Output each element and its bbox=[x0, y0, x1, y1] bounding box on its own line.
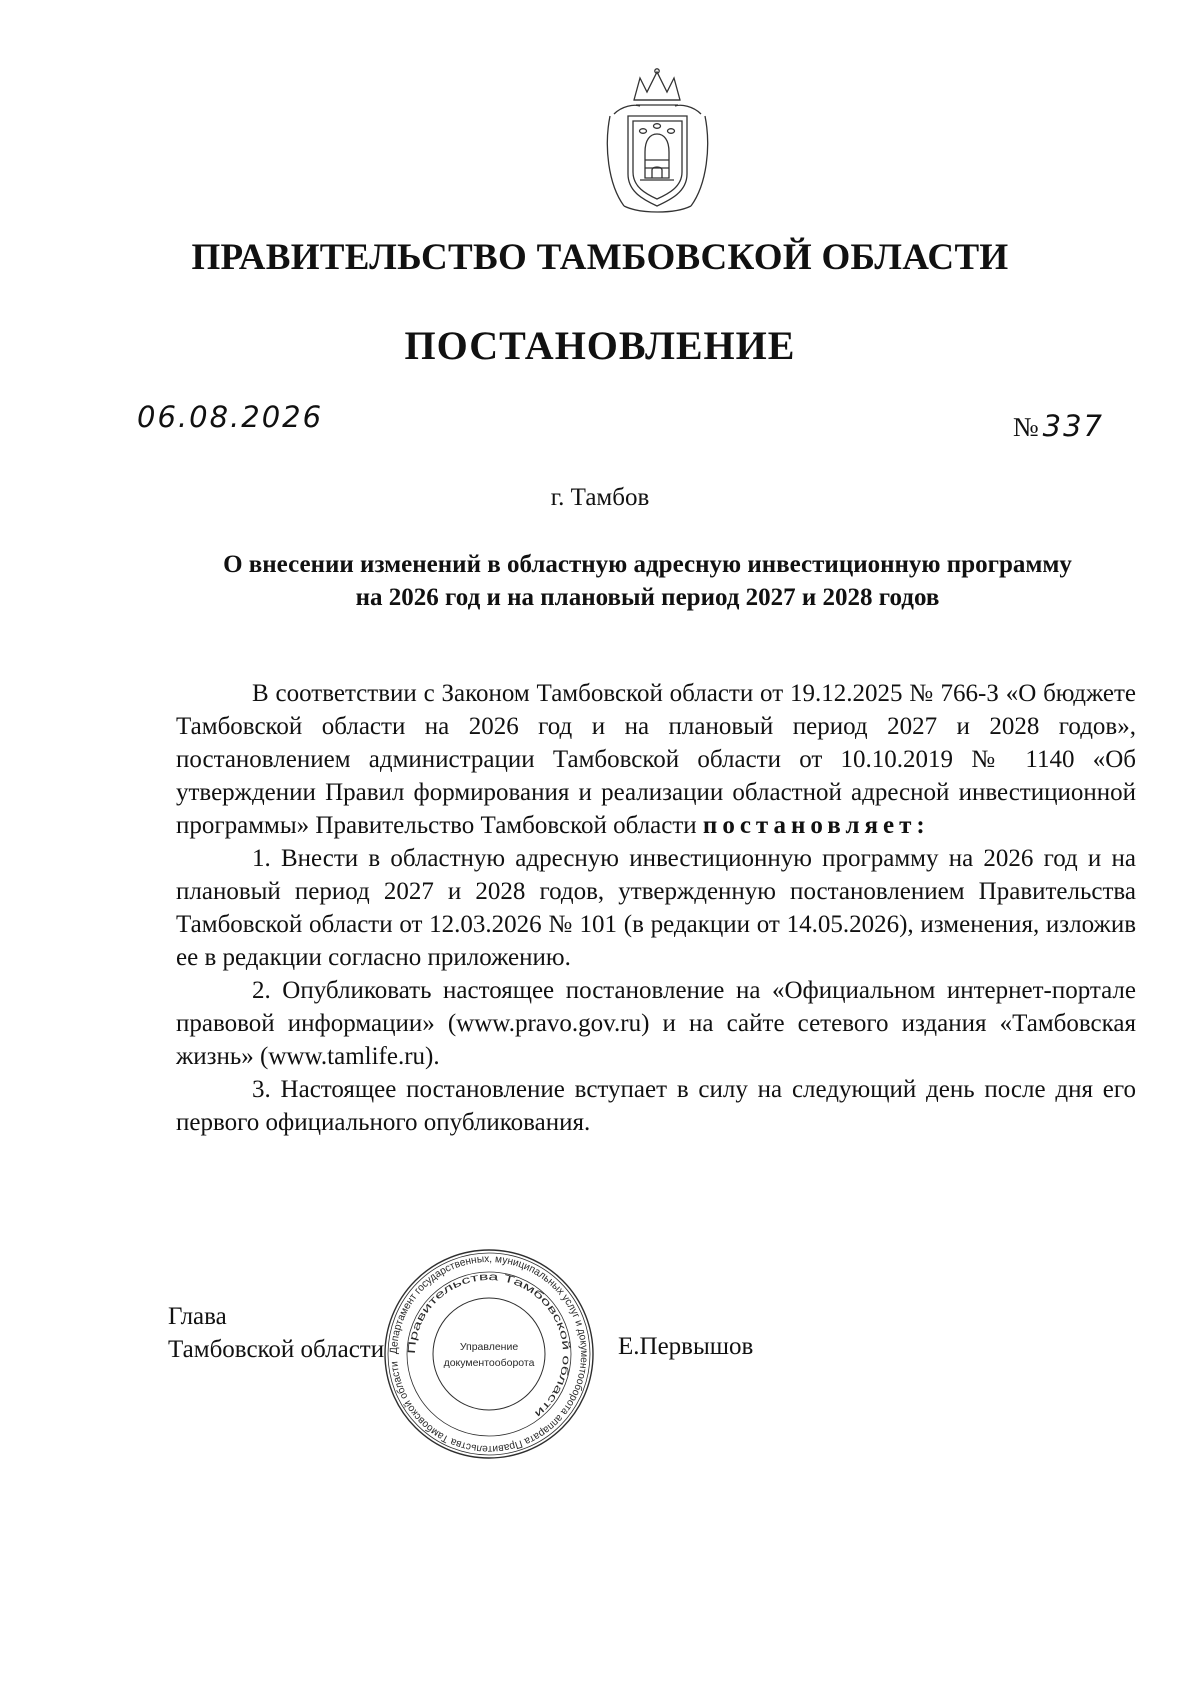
signatory-role-line-2: Тамбовской области bbox=[168, 1336, 385, 1363]
seal-inner-text: Правительства Тамбовской области bbox=[405, 1270, 573, 1418]
handwritten-date: 06.08.2026 bbox=[137, 400, 324, 434]
item-3-paragraph: 3. Настоящее постановление вступает в силу на следующий день после дня его первого официального опубликования. bbox=[176, 1076, 1136, 1136]
seal-center-line-2: документооборота bbox=[443, 1357, 535, 1369]
signatory-role bbox=[168, 1300, 384, 1366]
item-1-paragraph: 1. Внести в областную адресную инвестиционную программу на 2026 год и на плановый период 2027 и 2028 годов, утвержденную постановлением Правительства Тамбовской области от 12.03.2026 № 101 (в редакции от 14.05.2026), изменения, изложив ее в редакции согласно приложению. bbox=[176, 845, 1136, 971]
item-2-paragraph: 2. Опубликовать настоящее постановление на «Официальном интернет-портале правовой информации» (www.pravo.gov.ru) и на сайте сетевого издания «Тамбовская жизнь» (www.tamlife.ru). bbox=[176, 977, 1136, 1070]
preamble-text: В соответствии с Законом Тамбовской области от 19.12.2025 № 766-З «О бюджете Тамбовской области на 2026 год и на плановый период 2027 и 2028 годов», постановлением администрации Тамбовской области от 10.10.2019 № 1140 «Об утверждении Правил формирования и реализации областной адресной инвестиционной программы» Правительство Тамбовской области bbox=[176, 680, 1136, 839]
number-sign: № bbox=[1012, 412, 1039, 442]
coat-of-arms-icon bbox=[600, 66, 715, 216]
document-body bbox=[176, 677, 1136, 1139]
signatory-role-line-1: Глава bbox=[168, 1303, 227, 1330]
subject-line-1: О внесении изменений в областную адресную инвестиционную программу bbox=[223, 551, 1072, 578]
decree-word: постановляет: bbox=[702, 812, 930, 839]
subject-line-2: на 2026 год и на плановый период 2027 и 2028 годов bbox=[355, 584, 940, 611]
document-number bbox=[1013, 409, 1104, 443]
government-title: ПРАВИТЕЛЬСТВО ТАМБОВСКОЙ ОБЛАСТИ bbox=[191, 237, 1009, 278]
seal-center-line-1: Управление bbox=[459, 1341, 519, 1353]
preamble-paragraph bbox=[176, 677, 1136, 842]
handwritten-number: 337 bbox=[1042, 409, 1104, 443]
document-type-title: ПОСТАНОВЛЕНИЕ bbox=[404, 323, 796, 368]
official-seal bbox=[383, 1248, 595, 1460]
city-line: г. Тамбов bbox=[550, 484, 650, 511]
seal-outer-text: Департамент государственных, муниципальных услуг и документооборота аппарата Правительства Тамбовской области bbox=[387, 1252, 591, 1456]
document-subject bbox=[160, 548, 1135, 614]
signatory-name: Е.Первышов bbox=[618, 1333, 754, 1360]
